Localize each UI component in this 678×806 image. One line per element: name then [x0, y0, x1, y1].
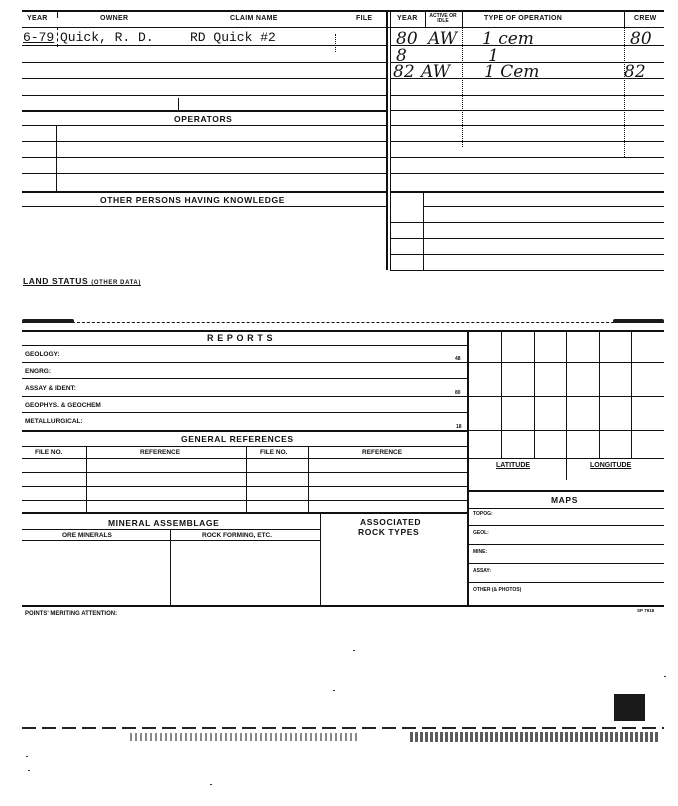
points-meriting-label: POINTS' MERITING ATTENTION:: [25, 611, 118, 617]
punch-mark-left: [22, 319, 74, 323]
maps-topog: TOPOG:: [473, 511, 493, 517]
rock-forming-col: ROCK FORMING, ETC.: [202, 532, 273, 539]
op-type-2: 1: [488, 46, 499, 66]
claim-name: RD Quick #2: [190, 30, 276, 45]
report-geology-num: 48: [455, 356, 461, 362]
op-year-1: 80: [396, 29, 418, 49]
op-crew-1: 80: [630, 29, 652, 49]
report-metallurgical: METALLURGICAL:: [25, 418, 83, 425]
report-engrg: ENGRG:: [25, 368, 51, 375]
report-geology: GEOLOGY:: [25, 351, 60, 358]
op-status-1: AW: [428, 29, 458, 49]
operators-label: OPERATORS: [174, 114, 233, 124]
maps-assay: ASSAY:: [473, 568, 492, 574]
associated-title: ASSOCIATED: [360, 517, 422, 527]
col-owner: OWNER: [100, 15, 129, 22]
report-geophys: GEOPHYS. & GEOCHEM: [25, 402, 101, 409]
gr-col-file-1: FILE NO.: [35, 449, 63, 456]
claim-owner: Quick, R. D.: [60, 30, 154, 45]
op-status-3: AW: [421, 62, 451, 82]
op-year-3: 82: [393, 62, 415, 82]
op-year-2: 8: [396, 46, 407, 66]
op-crew-3: 82: [624, 62, 646, 82]
op-type-3: 1 Cem: [484, 62, 540, 82]
col-file: FILE: [356, 15, 373, 22]
report-assay: ASSAY & IDENT:: [25, 385, 76, 392]
form-number: SP 7918: [637, 608, 655, 613]
rock-types-title: ROCK TYPES: [358, 527, 420, 537]
claim-year: 6-79: [23, 30, 55, 45]
col-claim-name: CLAIM NAME: [230, 15, 278, 22]
op-type-1: 1 cem: [482, 29, 534, 49]
land-status-label: LAND STATUS (OTHER DATA): [23, 276, 141, 286]
other-persons-label: OTHER PERSONS HAVING KNOWLEDGE: [100, 195, 286, 205]
col-type-operation: TYPE OF OPERATION: [484, 15, 563, 22]
gr-col-ref-2: REFERENCE: [362, 449, 403, 456]
maps-other: OTHER (& PHOTOS): [473, 587, 522, 593]
maps-geol: GEOL:: [473, 530, 489, 536]
col-active-idle: ACTIVE OR IDLE: [429, 13, 457, 24]
ore-minerals-col: ORE MINERALS: [62, 532, 112, 539]
gr-col-file-2: FILE NO.: [260, 449, 288, 456]
general-references-title: GENERAL REFERENCES: [181, 434, 294, 444]
gr-col-ref-1: REFERENCE: [140, 449, 181, 456]
maps-title: MAPS: [551, 495, 578, 505]
maps-mine: MINE:: [473, 549, 488, 555]
col-op-year: YEAR: [397, 15, 418, 22]
report-metallurgical-num: 18: [456, 424, 462, 430]
reports-title: R E P O R T S: [207, 333, 274, 343]
col-year: YEAR: [27, 15, 48, 22]
col-crew: CREW: [634, 15, 657, 22]
black-square-mark: [614, 694, 645, 721]
latitude-label: LATITUDE: [496, 462, 531, 469]
report-assay-num: 80: [455, 390, 461, 396]
longitude-label: LONGITUDE: [590, 462, 632, 469]
punch-mark-right: [613, 319, 664, 323]
mineral-assemblage-title: MINERAL ASSEMBLAGE: [108, 518, 220, 528]
